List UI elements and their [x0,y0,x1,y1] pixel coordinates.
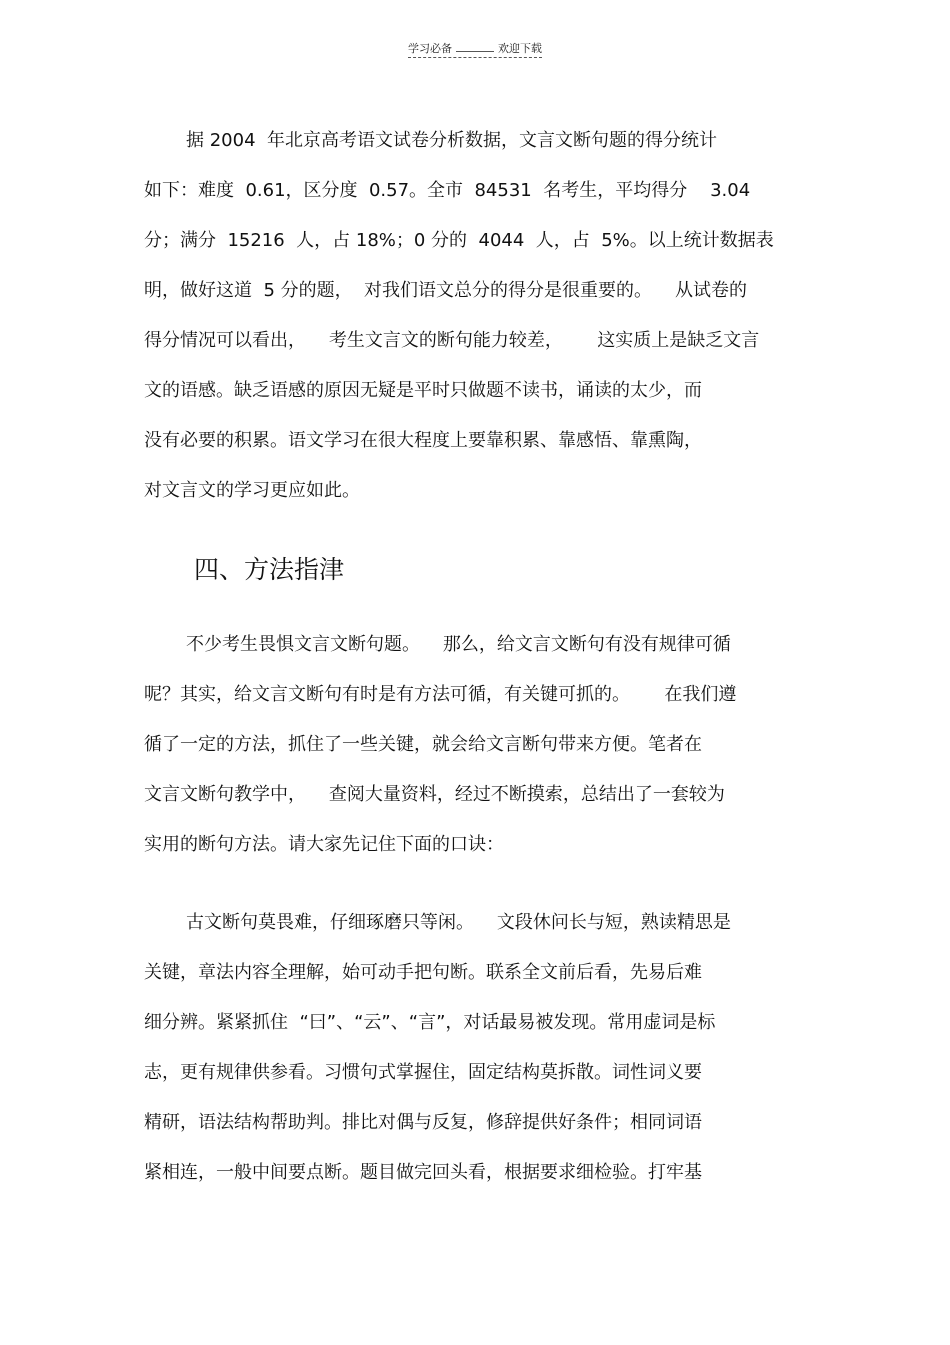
paragraph3-line-4: 志，更有规律供参看。习惯句式掌握住，固定结构莫拆散。词性词义要 [144,1062,702,1083]
header-text [408,40,542,58]
paragraph2-line-1: 不少考生畏惧文言文断句题。 那么，给文言文断句有没有规律可循 [186,634,731,655]
paragraph2-line-2: 呢？其实，给文言文断句有时是有方法可循，有关键可抓的。 在我们遵 [144,684,737,705]
paragraph1-line-2: 如下：难度 0.61，区分度 0.57。全市 84531 名考生，平均得分 3.04 [144,180,751,201]
header-right: 欢迎下载 [498,42,542,55]
paragraph1-line-6: 文的语感。缺乏语感的原因无疑是平时只做题不读书，诵读的太少，而 [144,380,702,401]
paragraph1-line-3: 分；满分 15216 人，占 18%；0 分的 4044 人，占 5%。以上统计数据表 [144,230,774,251]
paragraph3-line-6: 紧相连，一般中间要点断。题目做完回头看，根据要求细检验。打牢基 [144,1162,702,1183]
page-header [0,40,950,58]
paragraph3-line-5: 精研，语法结构帮助判。排比对偶与反复，修辞提供好条件；相同词语 [144,1112,702,1133]
paragraph2-line-5: 实用的断句方法。请大家先记住下面的口诀： [144,834,504,855]
paragraph3-line-3: 细分辨。紧紧抓住 “曰”、“云”、“言”，对话最易被发现。常用虚词是标 [144,1012,716,1033]
header-left: 学习必备 [408,42,452,55]
paragraph1-line-7: 没有必要的积累。语文学习在很大程度上要靠积累、靠感悟、靠熏陶， [144,430,702,451]
paragraph3-line-2: 关键，章法内容全理解，始可动手把句断。联系全文前后看，先易后难 [144,962,702,983]
section-heading: 四、方法指津 [194,555,345,584]
paragraph2-line-3: 循了一定的方法，抓住了一些关键，就会给文言断句带来方便。笔者在 [144,734,702,755]
header-blank-line [456,43,494,52]
paragraph1-line-5: 得分情况可以看出， 考生文言文的断句能力较差， 这实质上是缺乏文言 [144,330,760,351]
paragraph1-line-4: 明，做好这道 5 分的题， 对我们语文总分的得分是很重要的。 从试卷的 [144,280,747,301]
paragraph3-line-1: 古文断句莫畏难，仔细琢磨只等闲。 文段休问长与短，熟读精思是 [186,912,731,933]
paragraph1-line-8: 对文言文的学习更应如此。 [144,480,360,501]
paragraph2-line-4: 文言文断句教学中， 查阅大量资料，经过不断摸索，总结出了一套较为 [144,784,725,805]
paragraph1-line-1: 据 2004 年北京高考语文试卷分析数据，文言文断句题的得分统计 [186,130,717,151]
